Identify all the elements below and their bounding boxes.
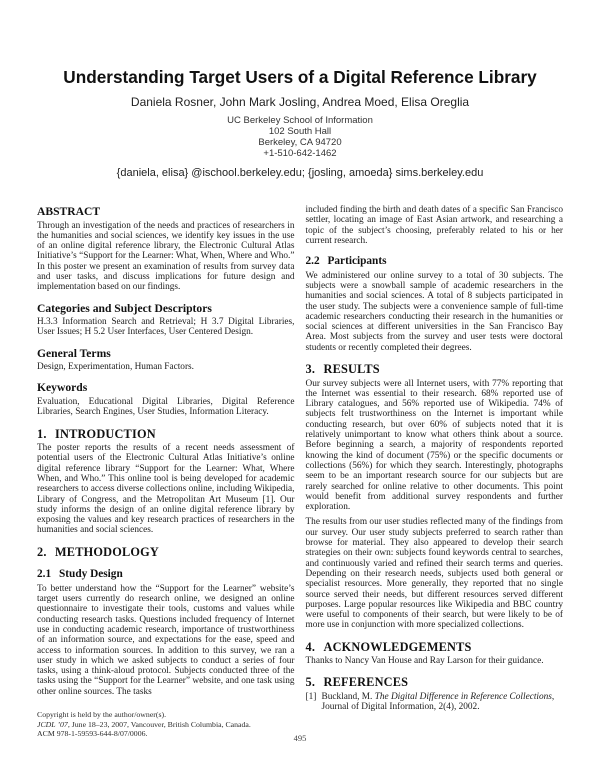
tasks-continued-paragraph: included finding the birth and death dates of a specific San Francisco settler, locating an image of East Asian artwork, and researching a topic of the subject’s choosing, preferably related to his or her current research.: [305, 205, 563, 246]
results-paragraph-1: Our survey subjects were all Internet users, with 77% reporting that the Internet was essential to their research. 68% reported use of Library catalogues, and 56% reported use of Wikipedia. 74% of subjects felt trustworthiness on the Internet is important while conducting research, but over 60% of subjects noted that it is relatively unimportant to know what others think about a source. Before beginning a search, a majority of respondents reported knowing the kind of document (75%) or the specific documents or collections (56%) for which they search. Interestingly, photographs seem to be an important research source for our subjects but are rarely searched for online relative to other documents. This point would benefit from additional survey respondents and further exploration.: [305, 378, 563, 513]
keywords-heading: Keywords: [37, 381, 88, 395]
introduction-paragraph: The poster reports the results of a recent needs assessment of potential users of the Electronic Cultural Atlas Initiative’s online digital reference library “Support for the Learner: What, Where When, and Who.” This online tool is being developed for academic researchers to access diverse collections online, including Wikipedia, Library of Congress, and the Metropolitan Art Museum [1]. Our study informs the design of an online digital reference library by exposing the values and key research practices of researchers in the humanities and social sciences.: [37, 443, 295, 536]
abstract-paragraph: Through an investigation of the needs and practices of researchers in the humanities and social sciences, we identify key issues in the use of an online digital reference library, the Electronic Cultural Atlas Initiative’s “Support for the Learner: What, When, Where and Who.” In this poster we present an examination of results from survey data and user tasks, and discuss implications for future design and implementation based on our findings.: [37, 220, 295, 293]
section-heading-methodology: [37, 545, 295, 560]
subsection-number: 2.2: [305, 255, 320, 268]
authors-line: Daniela Rosner, John Mark Josling, Andrea Moed, Elisa Oreglia: [130, 95, 470, 109]
affiliation-block: [37, 115, 563, 159]
categories-heading: Categories and Subject Descriptors: [37, 301, 212, 315]
keywords-paragraph: Evaluation, Educational Digital Libraries, Digital Reference Libraries, Search Engines, User Studies, Information Literacy.: [37, 396, 295, 418]
section-label: REFERENCES: [323, 675, 409, 690]
subsection-heading-participants: [306, 255, 564, 269]
affiliation-line: 102 South Hall: [268, 126, 332, 137]
acknowledgements-paragraph: Thanks to Nancy Van House and Ray Larson for their guidance.: [305, 656, 544, 667]
paper-header: [37, 67, 563, 180]
reference-marker: [1]: [305, 691, 317, 702]
section-label: RESULTS: [323, 362, 380, 377]
subsection-heading-study-design: [37, 568, 295, 582]
copyright-line: Copyright is held by the author/owner(s).: [37, 710, 167, 719]
general-terms-heading: General Terms: [37, 346, 111, 360]
reference-author: Buckland, M.: [321, 691, 375, 702]
reference-item: [306, 692, 564, 713]
proceedings-details: , June 18–23, 2007, Vancouver, British Columbia, Canada.: [67, 719, 251, 729]
section-number: 1.: [37, 426, 47, 441]
affiliation-line: UC Berkeley School of Information: [227, 115, 373, 126]
section-heading-acknowledgements: [306, 640, 564, 655]
subsection-number: 2.1: [37, 568, 52, 581]
two-column-body: [37, 205, 563, 739]
paper-title: Understanding Target Users of a Digital Reference Library: [63, 67, 537, 87]
section-number: 2.: [37, 544, 47, 559]
affiliation-line: Berkeley, CA 94720: [258, 137, 342, 148]
author-emails: {daniela, elisa} @ischool.berkeley.edu; {josling, amoeda} sims.berkeley.edu: [116, 167, 484, 179]
section-number: 5.: [305, 675, 316, 690]
reference-details: , Journal of Digital Information, 2(4), 2002.: [321, 691, 555, 713]
general-terms-paragraph: Design, Experimentation, Human Factors.: [37, 362, 194, 373]
section-heading-introduction: [37, 427, 295, 442]
results-paragraph-2: The results from our user studies reflected many of the findings from our survey. Our user study subjects preferred to search rather than browse for material. They also appeared to develop their search strategies on their own: subjects found keywords central to searches, and continuously varied and refined their search terms and queries. Depending on their research needs, subjects used both general or specialist resources. More generally, they reported that no single source served their needs, but different resources served different purposes. Large popular resources like Wikipedia and BBC country were useful to components of their search, but were likely to be of more use in conjunction with more specialized collections.: [305, 517, 563, 631]
section-label: METHODOLOGY: [55, 544, 159, 559]
left-column: [37, 205, 295, 739]
reference-title: The Digital Difference in Reference Collections: [374, 691, 552, 702]
page-number: 495: [293, 733, 307, 743]
participants-paragraph: We administered our online survey to a total of 30 subjects. The subjects were a snowball sample of academic researchers in the humanities and social sciences. A total of 8 subjects participated in the user study. The subjects were a convenience sample of full-time academic researchers conducting their research in the humanities or social sciences at different universities in the San Francisco Bay Area. Most subjects from the survey and user tests were doctoral students or recently completed their degrees.: [305, 270, 563, 353]
section-heading-results: [306, 362, 564, 377]
section-label: ACKNOWLEDGEMENTS: [323, 639, 472, 654]
affiliation-line: +1-510-642-1462: [263, 148, 337, 159]
abstract-heading: ABSTRACT: [37, 205, 101, 218]
section-number: 4.: [305, 639, 316, 654]
study-design-paragraph: To better understand how the “Support for the Learner” website’s target users currently do research online, we designed an online questionnaire to investigate their tools, customs and values while conducting research tasks. Questions included frequency of Internet use in conducting academic research, importance of trustworthiness of an information source, and expectations for the ease, speed and access to information sources. In addition to this survey, we ran a user study in which we asked subjects to conduct a series of four tasks, using a think-aloud protocol. Subjects conducted three of the tasks using the “Support for the Learner” website, and one task using other online sources. The tasks: [37, 583, 295, 697]
categories-paragraph: H.3.3 Information Search and Retrieval; H 3.7 Digital Libraries, User Issues; H 5.2 User Interfaces, User Centered Design.: [37, 317, 295, 338]
proceedings-name: JCDL ’07: [37, 719, 68, 729]
section-label: INTRODUCTION: [55, 426, 156, 441]
copyright-line: [37, 720, 295, 730]
acm-isbn-line: ACM 978-1-59593-644-8/07/0006.: [37, 729, 148, 739]
right-column: [306, 205, 564, 739]
subsection-label: Participants: [327, 255, 387, 268]
section-heading-references: [306, 675, 564, 690]
subsection-label: Study Design: [59, 568, 123, 581]
section-number: 3.: [305, 362, 316, 377]
